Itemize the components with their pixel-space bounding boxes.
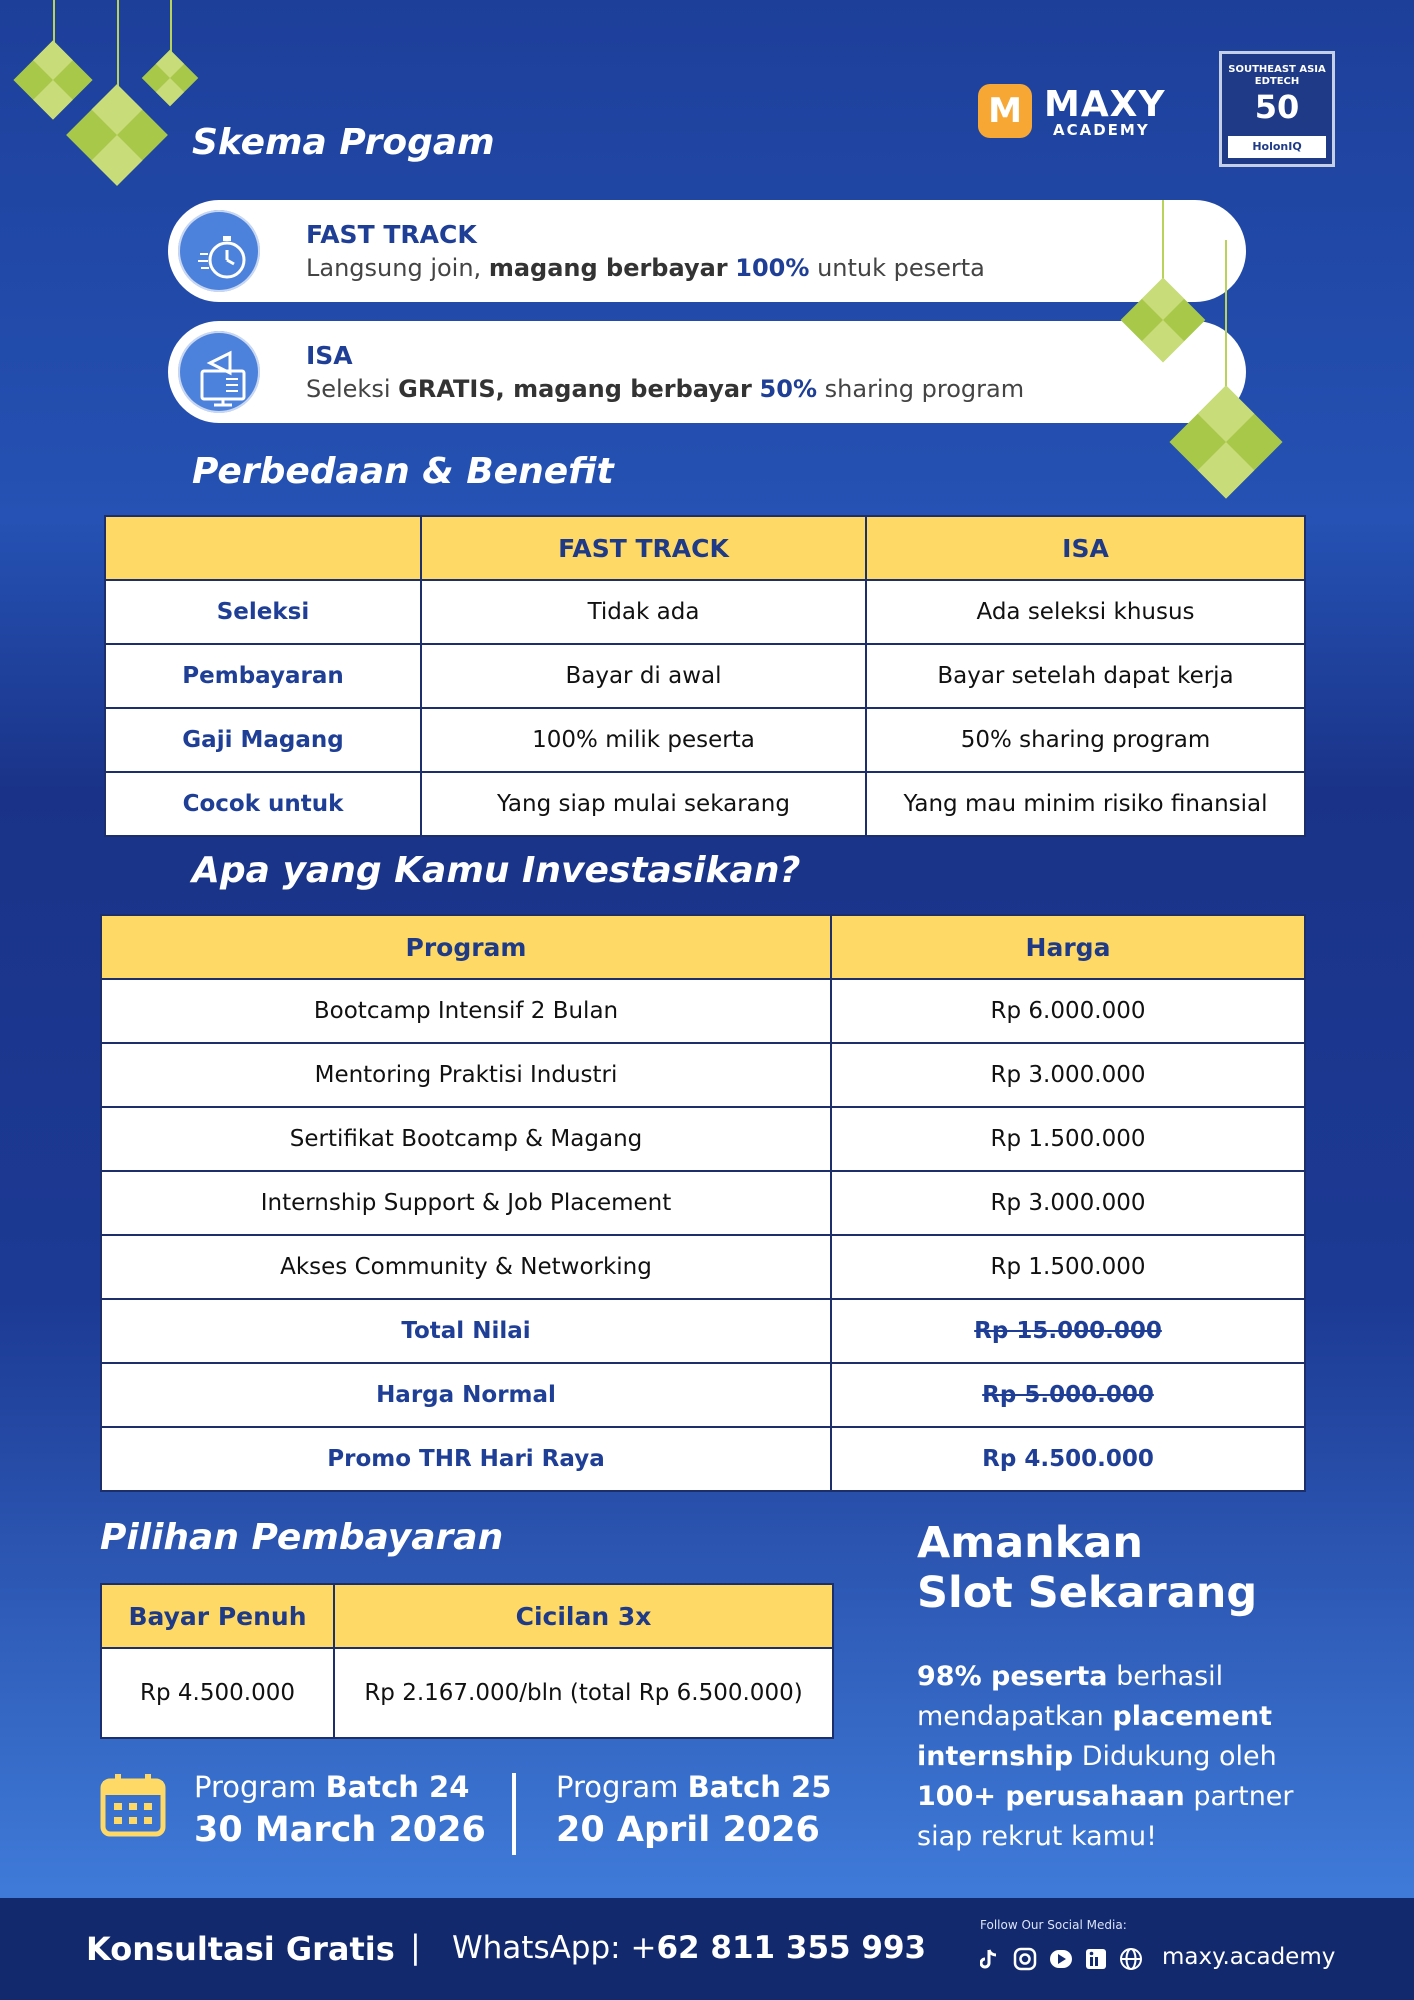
batch-25-label: Program Batch 25 (556, 1770, 832, 1804)
payment-header-installment: Cicilan 3x (334, 1584, 833, 1648)
social-label: Follow Our Social Media: (980, 1918, 1127, 1932)
website-link[interactable]: maxy.academy (1162, 1944, 1336, 1970)
payment-header-full: Bayar Penuh (101, 1584, 334, 1648)
table-row (101, 1171, 1305, 1235)
instagram-icon[interactable] (1015, 1949, 1035, 1969)
batch-25-date: 20 April 2026 (556, 1810, 820, 1850)
table-row (101, 1235, 1305, 1299)
batch-24-date: 30 March 2026 (194, 1810, 486, 1850)
cta-text: 98% peserta berhasil mendapatkan placement internship Didukung oleh 100+ perusahaan partner siap rekrut kamu! (917, 1661, 1294, 1852)
payment-table (100, 1583, 834, 1739)
fast-track-title: FAST TRACK (306, 220, 477, 249)
table-row (105, 772, 1305, 836)
benefit-header-isa: ISA (866, 516, 1305, 580)
cell: Bayar di awal (421, 644, 866, 708)
whatsapp-link[interactable]: WhatsApp: +62 811 355 993 (452, 1930, 927, 1966)
cell: Yang mau minim risiko finansial (866, 772, 1305, 836)
program-cell: Akses Community & Networking (101, 1235, 831, 1299)
investment-title: Apa yang Kamu Investasikan? (192, 850, 801, 891)
badge-footer: HolonIQ (1228, 136, 1326, 158)
cell: Bayar setelah dapat kerja (866, 644, 1305, 708)
program-cell: Mentoring Praktisi Industri (101, 1043, 831, 1107)
cell: 50% sharing program (866, 708, 1305, 772)
brand-name: MAXY (1044, 84, 1166, 125)
table-row (101, 1107, 1305, 1171)
cta-title: Amankan Slot Sekarang (917, 1518, 1258, 1618)
calendar-icon (100, 1773, 166, 1837)
investment-table (100, 914, 1306, 1492)
cell: Yang siap mulai sekarang (421, 772, 866, 836)
price-cell: Rp 6.000.000 (831, 979, 1305, 1043)
isa-card (168, 321, 1246, 423)
total-price: Rp 15.000.000 (831, 1299, 1305, 1363)
table-row (105, 644, 1305, 708)
table-row (101, 1043, 1305, 1107)
price-cell: Rp 1.500.000 (831, 1107, 1305, 1171)
benefit-title: Perbedaan & Benefit (192, 451, 614, 492)
ketupat-icon (10, 40, 200, 190)
investment-header-price: Harga (831, 915, 1305, 979)
row-label: Cocok untuk (105, 772, 421, 836)
batch-divider (512, 1773, 516, 1855)
row-label: Pembayaran (105, 644, 421, 708)
fast-track-desc: Langsung join, magang berbayar 100% untuk peserta (306, 254, 985, 282)
badge-line2: EDTECH (1254, 76, 1300, 87)
promo-row (101, 1427, 1305, 1491)
badge-line1: SOUTHEAST ASIA (1228, 64, 1326, 75)
investment-header-program: Program (101, 915, 831, 979)
normal-label: Harga Normal (101, 1363, 831, 1427)
footer (0, 1898, 1414, 2000)
batch-24-label: Program Batch 24 (194, 1770, 470, 1804)
cell: Tidak ada (421, 580, 866, 644)
benefit-table (104, 515, 1306, 837)
table-row (105, 708, 1305, 772)
globe-icon[interactable] (1121, 1949, 1141, 1969)
table-row (105, 580, 1305, 644)
table-row (101, 979, 1305, 1043)
program-cell: Internship Support & Job Placement (101, 1171, 831, 1235)
social-icons (980, 1946, 1148, 1972)
consult-label: Konsultasi Gratis (86, 1930, 395, 1968)
badge-number: 50 (1254, 88, 1300, 126)
payment-title: Pilihan Pembayaran (100, 1517, 504, 1558)
maxy-logo-icon: M (978, 84, 1032, 138)
tiktok-icon[interactable] (981, 1950, 996, 1967)
payment-full-value: Rp 4.500.000 (101, 1648, 334, 1738)
cell: Ada seleksi khusus (866, 580, 1305, 644)
benefit-header-fast: FAST TRACK (421, 516, 866, 580)
brand-sub: ACADEMY (1053, 121, 1150, 139)
table-row (101, 1648, 833, 1738)
footer-separator: | (410, 1928, 421, 1966)
total-row (101, 1299, 1305, 1363)
row-label: Seleksi (105, 580, 421, 644)
edtech-badge (1219, 51, 1335, 167)
payment-installment-value: Rp 2.167.000/bln (total Rp 6.500.000) (334, 1648, 833, 1738)
program-cell: Sertifikat Bootcamp & Magang (101, 1107, 831, 1171)
price-cell: Rp 3.000.000 (831, 1043, 1305, 1107)
benefit-header-empty (105, 516, 421, 580)
normal-price: Rp 5.000.000 (831, 1363, 1305, 1427)
price-cell: Rp 1.500.000 (831, 1235, 1305, 1299)
price-cell: Rp 3.000.000 (831, 1171, 1305, 1235)
ketupat-icon (1110, 270, 1290, 510)
program-cell: Bootcamp Intensif 2 Bulan (101, 979, 831, 1043)
row-label: Gaji Magang (105, 708, 421, 772)
linkedin-icon[interactable] (1086, 1949, 1106, 1969)
megaphone-screen-icon (172, 325, 266, 419)
promo-price: Rp 4.500.000 (831, 1427, 1305, 1491)
promo-label: Promo THR Hari Raya (101, 1427, 831, 1491)
fast-track-card (168, 200, 1246, 302)
normal-row (101, 1363, 1305, 1427)
stopwatch-icon (172, 204, 266, 298)
schema-title: Skema Progam (192, 122, 495, 163)
isa-title: ISA (306, 341, 353, 370)
cell: 100% milik peserta (421, 708, 866, 772)
total-label: Total Nilai (101, 1299, 831, 1363)
isa-desc: Seleksi GRATIS, magang berbayar 50% sharing program (306, 375, 1025, 403)
youtube-icon[interactable] (1050, 1950, 1072, 1968)
